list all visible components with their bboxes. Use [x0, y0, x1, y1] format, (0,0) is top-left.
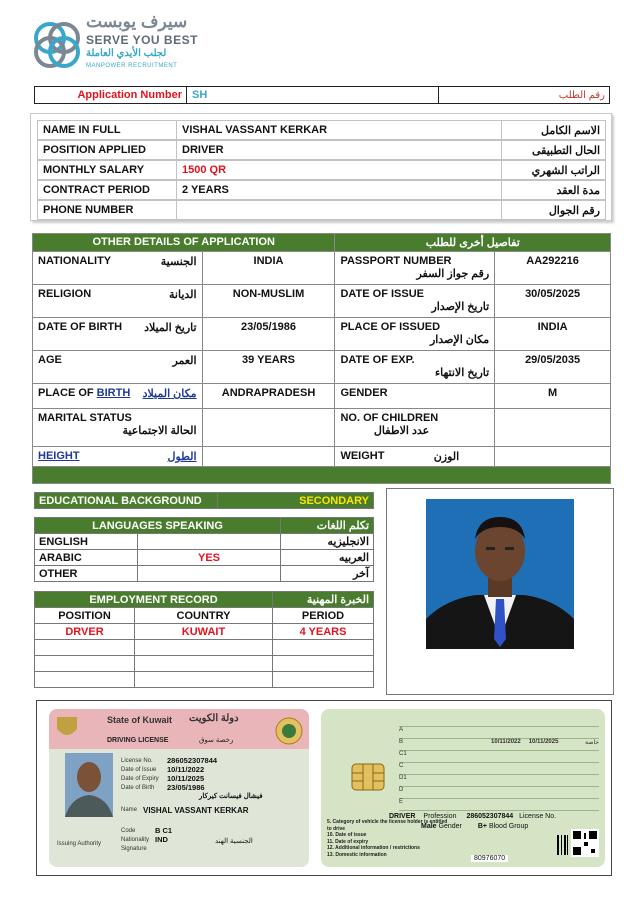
category-code: C — [399, 763, 404, 769]
religion-value: NON-MUSLIM — [202, 285, 335, 318]
category-code: D1 — [399, 775, 407, 781]
employment-col-period: PERIOD — [273, 608, 374, 624]
license-nat-ar: الجنسية الهند — [215, 838, 253, 845]
language-name-ar: آخر — [281, 566, 374, 582]
weight-label-ar: الوزن — [433, 451, 460, 463]
category-row — [399, 787, 599, 799]
category-row — [399, 751, 599, 763]
weight-value — [495, 447, 611, 467]
age-value: 39 YEARS — [202, 351, 335, 384]
license-holder-photo — [65, 753, 113, 817]
category-row — [399, 715, 599, 727]
license-back — [321, 709, 605, 867]
height-label-ar: الطول — [167, 451, 197, 463]
category-expiry-date: 10/11/2025 — [528, 739, 559, 745]
category-row — [399, 739, 599, 751]
personal-row-contract — [37, 180, 605, 200]
marital-value — [202, 409, 335, 447]
exp-date-label: DATE OF EXP. — [340, 354, 415, 366]
language-value: YES — [138, 550, 281, 566]
place-issued-value: INDIA — [495, 318, 611, 351]
category-row — [399, 775, 599, 787]
logo-tagline: MANPOWER RECRUITMENT — [86, 63, 178, 69]
license-bottom-values — [155, 826, 172, 844]
qr-code-icon — [571, 829, 599, 857]
license-note: 5. Category of vehicle the license holder is entitled to drive — [327, 819, 448, 832]
row-label-ar: مدة العقد — [501, 180, 606, 200]
license-serial: 80976070 — [471, 855, 508, 862]
category-row — [399, 763, 599, 775]
row-label: CONTRACT PERIOD — [37, 180, 177, 200]
license-name-ar: فيشال فيسانت كيركار — [199, 793, 263, 800]
marital-label: MARITAL STATUS — [38, 412, 132, 424]
barcode-icon — [557, 835, 569, 855]
age-label-ar: العمر — [172, 355, 197, 367]
row-value — [176, 200, 502, 220]
license-doi-label: Date of Issue — [121, 767, 157, 773]
height-value — [202, 447, 335, 467]
religion-label: RELIGION — [38, 288, 92, 300]
license-name-label: Name — [121, 807, 138, 813]
education-value: SECONDARY — [218, 493, 374, 509]
other-details-header: OTHER DETAILS OF APPLICATION — [33, 234, 335, 252]
row-label: PHONE NUMBER — [37, 200, 177, 220]
license-name: VISHAL VASSANT KERKAR — [143, 806, 249, 815]
license-nat-label: Nationality — [121, 837, 150, 843]
religion-label-ar: الديانة — [169, 289, 197, 301]
license-nat: IND — [155, 835, 168, 844]
employment-table — [34, 591, 374, 688]
category-code: C1 — [399, 751, 407, 757]
marital-label-ar: الحالة الاجتماعية — [122, 425, 197, 437]
license-code-label: Code — [121, 828, 136, 834]
license-dob-label: Date of Birth — [121, 785, 155, 791]
license-note: 13. Domestic information — [327, 851, 387, 858]
application-number-label: Application Number — [35, 87, 187, 103]
dob-label-ar: تاريخ الميلاد — [144, 322, 197, 334]
logo-english-name: SERVE YOU BEST — [86, 33, 198, 47]
applicant-photo — [426, 499, 574, 649]
license-back-blood-label: Blood Group — [488, 823, 529, 830]
personal-info-block — [30, 113, 612, 221]
license-back-profession-label: Profession — [423, 813, 457, 820]
employment-col-position: POSITION — [35, 608, 135, 624]
category-code: A — [399, 727, 404, 733]
row-value: VISHAL VASSANT KERKAR — [176, 120, 502, 140]
employment-period: 4 YEARS — [273, 624, 374, 640]
license-sig-label: Signature — [121, 846, 147, 852]
language-name: ARABIC — [35, 550, 138, 566]
passport-label: PASSPORT NUMBER — [340, 255, 452, 267]
passport-label-ar: رقم جواز السفر — [416, 268, 490, 280]
category-code: E — [399, 799, 404, 805]
logo-arabic-sub: لجلب الأيدي العاملة — [86, 48, 167, 59]
children-label-ar: عدد الاطفال — [373, 425, 430, 437]
license-note: 10. Date of issue — [327, 832, 367, 838]
license-code: B C1 — [155, 826, 173, 835]
gender-label: GENDER — [335, 384, 495, 409]
license-back-number: 286052307844 — [466, 813, 514, 820]
license-front-header — [49, 709, 309, 749]
languages-header-ar: تكلم اللغات — [281, 518, 374, 534]
pob-label-ar: مكان الميلاد — [142, 388, 197, 400]
place-issued-label: PLACE OF ISSUED — [340, 321, 441, 333]
employment-header: EMPLOYMENT RECORD — [35, 592, 273, 608]
license-categories — [399, 715, 599, 811]
kuwait-emblem-icon — [55, 715, 79, 741]
language-name: OTHER — [35, 566, 138, 582]
row-label-ar: الحال التطبيقى — [501, 140, 606, 160]
license-back-gender-label: Gender — [438, 823, 462, 830]
language-value — [138, 534, 281, 550]
passport-value: AA292216 — [495, 252, 611, 285]
application-number-value: SH — [187, 87, 439, 103]
weight-label: WEIGHT — [340, 450, 385, 462]
age-label: AGE — [38, 354, 62, 366]
other-details-table — [32, 233, 611, 484]
row-label-ar: الاسم الكامل — [501, 120, 606, 140]
license-state: State of Kuwait — [107, 715, 173, 725]
license-note: 11. Date of expiry — [327, 838, 369, 845]
license-hologram-icon — [275, 717, 303, 745]
dob-label: DATE OF BIRTH — [38, 321, 123, 333]
nationality-label-ar: الجنسية — [160, 256, 197, 268]
application-number-row — [34, 86, 610, 104]
license-doe: 10/11/2025 — [167, 774, 205, 783]
language-name-ar: الانجليزيه — [281, 534, 374, 550]
nationality-label: NATIONALITY — [38, 255, 112, 267]
pob-label-link: BIRTH — [96, 387, 131, 399]
category-row — [399, 727, 599, 739]
license-back-blood: B+ — [477, 823, 487, 830]
employment-header-ar: الخبرة المهنية — [273, 592, 374, 608]
other-details-header-ar: تفاصيل أخرى للطلب — [335, 234, 611, 252]
row-label-ar: رقم الجوال — [501, 200, 606, 220]
issue-date-label: DATE OF ISSUE — [340, 288, 424, 300]
license-bottom-labels — [121, 827, 149, 854]
license-back-profession: DRIVER — [389, 813, 416, 820]
license-no-label: License No. — [121, 758, 153, 764]
license-title: DRIVING LICENSE — [107, 737, 169, 744]
education-label: EDUCATIONAL BACKGROUND — [35, 493, 218, 509]
personal-row-salary — [37, 160, 605, 180]
children-label: NO. OF CHILDREN — [340, 412, 439, 424]
personal-row-phone — [37, 200, 605, 220]
logo-knot-icon — [30, 16, 86, 72]
row-value: 2 YEARS — [176, 180, 502, 200]
license-back-notes — [327, 819, 452, 858]
personal-row-name — [37, 120, 605, 140]
pob-label-prefix: PLACE OF — [38, 387, 97, 399]
license-state-ar: دولة الكويت — [189, 713, 239, 724]
language-value — [138, 566, 281, 582]
children-value — [495, 409, 611, 447]
license-back-number-label: License No. — [519, 813, 557, 820]
license-front — [49, 709, 309, 867]
license-doi: 10/11/2022 — [167, 765, 205, 774]
languages-table — [34, 517, 374, 582]
category-code: D — [399, 787, 404, 793]
license-no: 286052307844 — [167, 756, 218, 765]
row-label: MONTHLY SALARY — [37, 160, 177, 180]
education-table — [34, 492, 374, 509]
row-label: NAME IN FULL — [37, 120, 177, 140]
language-name-ar: العربيه — [281, 550, 374, 566]
other-details-footer-bar — [33, 467, 611, 484]
place-issued-label-ar: مكان الإصدار — [429, 334, 490, 346]
license-chip-icon — [351, 763, 385, 791]
license-doe-label: Date of Expiry — [121, 776, 159, 782]
category-note-ar: خاصة — [585, 740, 599, 746]
language-name: ENGLISH — [35, 534, 138, 550]
category-row — [399, 799, 599, 811]
gender-value: M — [495, 384, 611, 409]
license-issuer: Issuing Authority — [57, 841, 102, 847]
category-issue-date: 10/11/2022 — [491, 739, 521, 745]
license-note: 12. Additional information / restrictions — [327, 845, 420, 851]
height-label: HEIGHT — [38, 450, 80, 462]
license-field-labels — [121, 757, 159, 793]
personal-row-position — [37, 140, 605, 160]
employment-position: DRVER — [35, 624, 135, 640]
languages-header: LANGUAGES SPEAKING — [35, 518, 281, 534]
license-dob: 23/05/1986 — [167, 783, 205, 792]
category-code: B — [399, 739, 404, 745]
license-title-ar: رخصة سوق — [199, 737, 234, 744]
employment-country: KUWAIT — [135, 624, 273, 640]
issue-date-label-ar: تاريخ الإصدار — [431, 301, 490, 313]
license-field-values — [167, 756, 217, 792]
row-label-ar: الراتب الشهري — [501, 160, 606, 180]
nationality-value: INDIA — [202, 252, 335, 285]
exp-date-label-ar: تاريخ الانتهاء — [434, 367, 490, 379]
issue-date-value: 30/05/2025 — [495, 285, 611, 318]
application-number-label-ar: رقم الطلب — [558, 89, 605, 101]
logo-arabic-name: سيرف يوبست — [86, 12, 188, 31]
driving-license-scans — [36, 700, 612, 876]
exp-date-value: 29/05/2035 — [495, 351, 611, 384]
pob-value: ANDRAPRADESH — [202, 384, 335, 409]
employment-col-country: COUNTRY — [135, 608, 273, 624]
row-value: 1500 QR — [176, 160, 502, 180]
applicant-photo-frame — [386, 488, 614, 695]
dob-value: 23/05/1986 — [202, 318, 335, 351]
row-value: DRIVER — [176, 140, 502, 160]
license-back-gender: Male — [421, 823, 437, 830]
row-label: POSITION APPLIED — [37, 140, 177, 160]
